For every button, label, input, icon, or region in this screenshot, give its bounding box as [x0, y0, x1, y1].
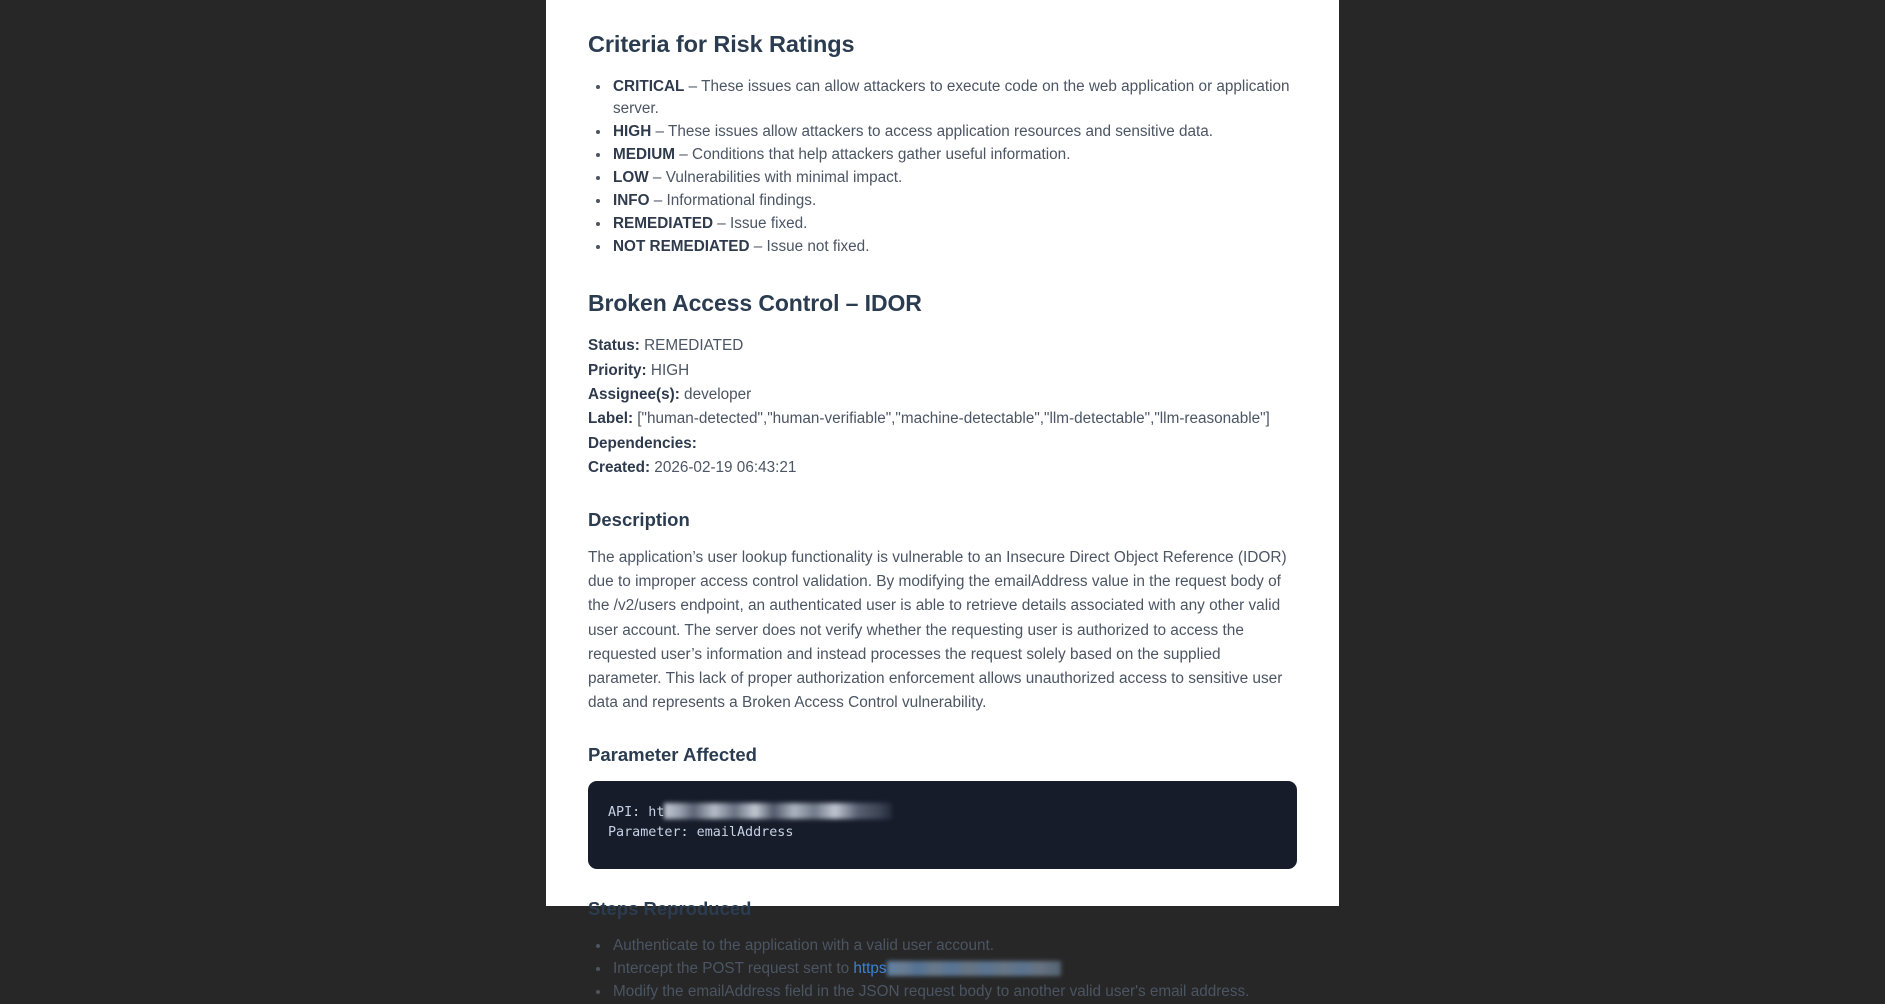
risk-criteria-item [611, 213, 1297, 236]
step-text: Intercept the POST request sent to [613, 960, 854, 978]
code-line-parameter: Parameter: emailAddress [608, 824, 794, 840]
risk-criteria-description: – Issue fixed. [713, 215, 808, 233]
finding-meta-key: Label: [588, 410, 634, 428]
document-page [546, 0, 1339, 1001]
finding-metadata [588, 334, 1297, 480]
risk-criteria-term: LOW [613, 169, 649, 187]
step-item [611, 958, 1297, 981]
risk-criteria-description: – Conditions that help attackers gather useful information. [675, 146, 1071, 164]
description-heading: Description [588, 509, 690, 531]
finding-meta-value: 2026-02-19 06:43:21 [650, 458, 797, 476]
risk-criteria-term: REMEDIATED [613, 215, 713, 233]
code-line-api [608, 803, 1277, 823]
risk-criteria-item [611, 190, 1297, 213]
redacted-url-bar [664, 803, 892, 819]
page-title: Criteria for Risk Ratings [588, 31, 855, 57]
redacted-link-bar [887, 961, 1061, 976]
risk-criteria-item [611, 121, 1297, 144]
finding-meta-row [588, 407, 1297, 431]
parameter-affected-code-block [588, 781, 1297, 869]
finding-meta-row [588, 383, 1297, 407]
risk-criteria-item [611, 236, 1297, 259]
finding-meta-row [588, 456, 1297, 480]
finding-meta-key: Created: [588, 458, 651, 476]
finding-meta-key: Status: [588, 337, 640, 355]
step-text: Authenticate to the application with a valid user account. [613, 937, 994, 955]
finding-title: Broken Access Control – IDOR [588, 289, 922, 316]
risk-criteria-description: – These issues can allow attackers to execute code on the web application or application server. [613, 77, 1290, 118]
risk-criteria-description: – These issues allow attackers to access application resources and sensitive data. [651, 123, 1213, 141]
finding-meta-value: developer [679, 386, 752, 404]
finding-meta-row [588, 432, 1297, 456]
finding-meta-key: Assignee(s): [588, 386, 680, 404]
step-text: Modify the emailAddress field in the JSON request body to another valid user's email address. [613, 983, 1250, 1001]
finding-meta-value: ["human-detected","human-verifiable","machine-detectable","llm-detectable","llm-reasonable"] [633, 410, 1270, 428]
finding-meta-row [588, 334, 1297, 358]
finding-meta-key: Priority: [588, 361, 647, 379]
risk-criteria-term: MEDIUM [613, 146, 676, 164]
risk-criteria-description: – Vulnerabilities with minimal impact. [648, 169, 903, 187]
risk-criteria-item [611, 144, 1297, 167]
finding-meta-key: Dependencies: [588, 434, 697, 452]
risk-criteria-term: HIGH [613, 123, 652, 141]
parameter-affected-heading: Parameter Affected [588, 743, 757, 765]
risk-criteria-term: CRITICAL [613, 77, 685, 95]
risk-criteria-term: NOT REMEDIATED [613, 238, 750, 256]
steps-reproduced-list [588, 935, 1297, 1004]
step-link[interactable]: https [853, 960, 887, 978]
description-body: The application’s user lookup functionality is vulnerable to an Insecure Direct Object Reference (IDOR) due to improper access control validation. By modifying the emailAddress value in the request body of the /v2/users endpoint, an authenticated user is able to retrieve details associated with any other valid user account. The server does not verify whether the requesting user is authorized to access the requested user’s information and instead processes the request solely based on the supplied parameter. This lack of proper authorization enforcement allows unauthorized access to sensitive user data and represents a Broken Access Control vulnerability. [588, 549, 1287, 711]
risk-criteria-list [588, 76, 1297, 259]
risk-criteria-item [611, 167, 1297, 190]
finding-meta-row [588, 359, 1297, 383]
document-content [588, 0, 1297, 1004]
steps-reproduced-heading: Steps Reproduced [588, 897, 752, 919]
step-item [611, 935, 1297, 958]
finding-meta-value: HIGH [646, 361, 690, 379]
risk-criteria-description: – Issue not fixed. [749, 238, 870, 256]
api-label: API: ht [608, 804, 665, 820]
risk-criteria-item [611, 76, 1297, 121]
finding-meta-value: REMEDIATED [639, 337, 744, 355]
risk-criteria-term: INFO [613, 192, 650, 210]
step-item [611, 981, 1297, 1004]
risk-criteria-description: – Informational findings. [649, 192, 817, 210]
